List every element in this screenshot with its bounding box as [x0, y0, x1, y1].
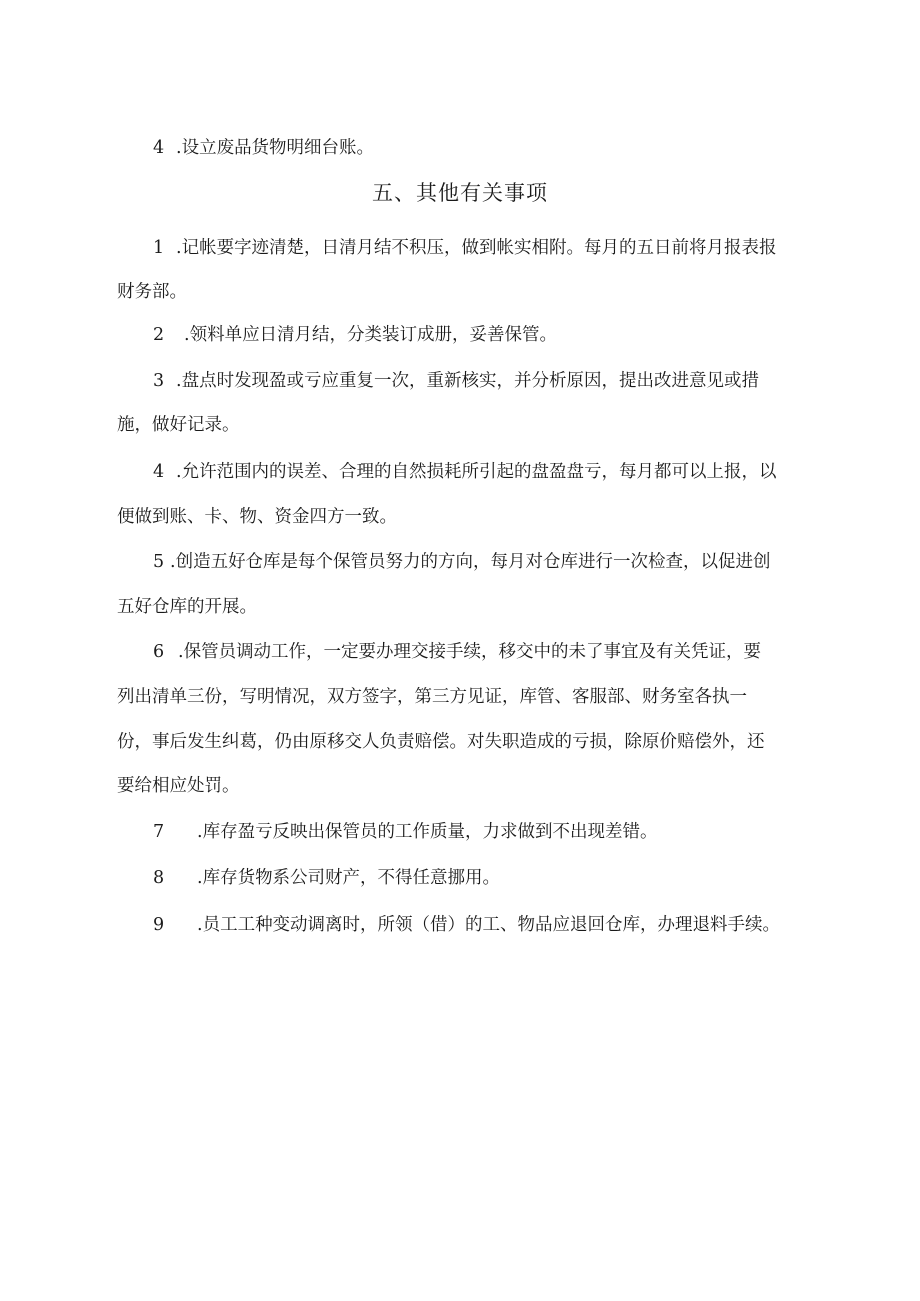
item-text: .允许范围内的误差、合理的自然损耗所引起的盘盈盘亏，每月都可以上报，以: [176, 462, 777, 482]
item-text: .设立废品货物明细台账。: [176, 138, 375, 158]
item-number: 6: [153, 642, 165, 662]
item-number: 4: [153, 462, 165, 482]
item-text: 施，做好记录。: [117, 415, 240, 435]
item-text: .保管员调动工作，一定要办理交接手续，移交中的未了事宜及有关凭证，要: [178, 642, 762, 662]
item-number: 8: [153, 868, 165, 888]
item-text: .创造五好仓库是每个保管员努力的方向，每月对仓库进行一次检查，以促进创: [170, 552, 771, 572]
item-text: 五好仓库的开展。: [117, 597, 257, 617]
item-text: 要给相应处罚。: [117, 776, 240, 796]
section-title: 五、其他有关事项: [372, 181, 548, 205]
item-text: .员工工种变动调离时，所领（借）的工、物品应退回仓库，办理退料手续。: [197, 915, 781, 935]
item-text: .盘点时发现盈或亏应重复一次，重新核实，并分析原因，提出改进意见或措: [176, 371, 760, 391]
item-number: 2: [153, 325, 165, 345]
item-number: 9: [153, 915, 165, 935]
item-number: 7: [153, 822, 165, 842]
item-number: 1: [153, 238, 165, 258]
item-text: 便做到账、卡、物、资金四方一致。: [117, 507, 397, 527]
item-text: .库存盈亏反映出保管员的工作质量，力求做到不出现差错。: [197, 822, 658, 842]
item-text: .领料单应日清月结，分类装订成册，妥善保管。: [184, 325, 558, 345]
item-number: 5: [153, 552, 165, 572]
item-text: 列出清单三份，写明情况，双方签字，第三方见证，库管、客服部、财务室各执一: [117, 687, 747, 707]
item-text: .记帐要字迹清楚，日清月结不积压，做到帐实相附。每月的五日前将月报表报: [176, 238, 777, 258]
item-text: .库存货物系公司财产，不得任意挪用。: [197, 868, 501, 888]
item-text: 份，事后发生纠葛，仍由原移交人负责赔偿。对失职造成的亏损，除原价赔偿外，还: [117, 732, 765, 752]
item-text: 财务部。: [117, 282, 187, 302]
item-number: 3: [153, 371, 165, 391]
item-number: 4: [153, 138, 165, 158]
